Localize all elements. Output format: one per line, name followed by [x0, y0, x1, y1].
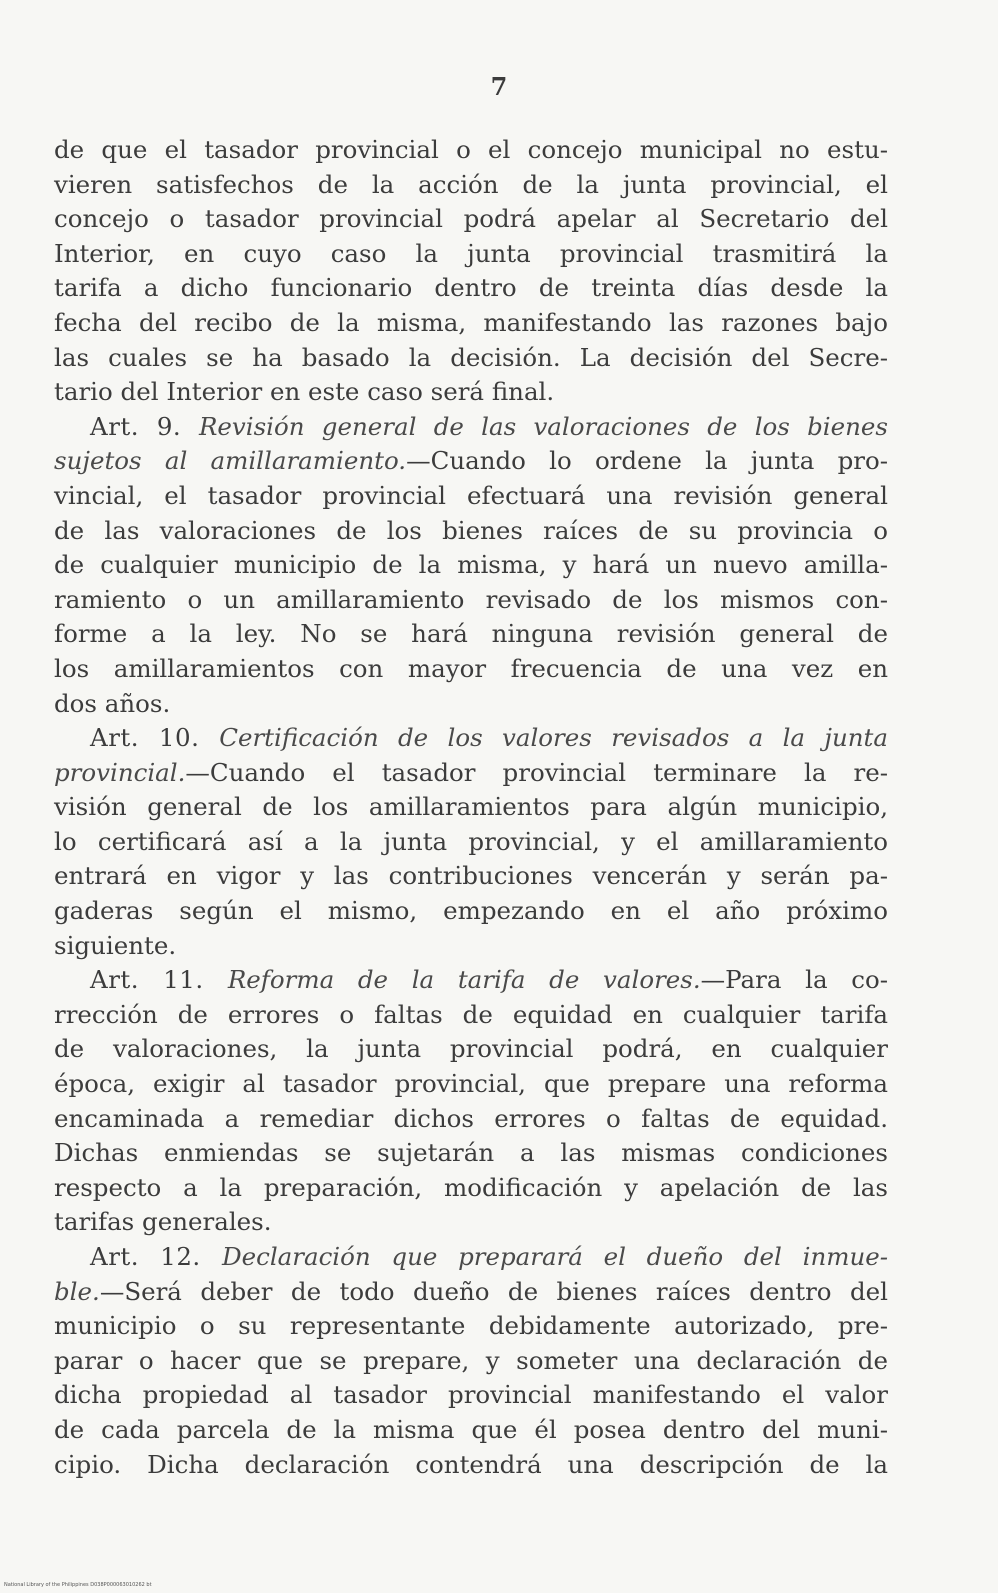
text-span: dos años. — [54, 688, 171, 718]
article-heading: provincial. — [54, 757, 186, 787]
text-line — [54, 1413, 888, 1448]
text-span: de cualquier municipio de la misma, y hará un nuevo amilla- — [54, 550, 888, 580]
text-span: Dichas enmiendas se sujetarán a las mismas condiciones — [54, 1138, 888, 1168]
article-heading: sujetos al amillaramiento. — [54, 446, 407, 476]
text-line — [54, 1032, 888, 1067]
text-span: los amillaramientos con mayor frecuencia de una vez en — [54, 653, 888, 683]
text-line — [54, 894, 888, 929]
text-span: —Será deber de todo dueño de bienes raíces dentro del — [99, 1276, 888, 1306]
text-line — [54, 168, 888, 203]
text-span: de cada parcela de la misma que él posea dentro del muni- — [54, 1414, 888, 1444]
text-span: de las valoraciones de los bienes raíces de su provincia o — [54, 515, 888, 545]
text-span: tarifa a dicho funcionario dentro de treinta días desde la — [54, 273, 888, 303]
text-line — [54, 721, 888, 756]
text-line — [54, 963, 888, 998]
text-span: dicha propiedad al tasador provincial manifestando el valor — [54, 1380, 888, 1410]
text-line — [54, 756, 888, 791]
article-number: Art. 12. — [90, 1242, 222, 1271]
article-number: Art. 10. — [90, 723, 220, 753]
text-line — [54, 998, 888, 1033]
text-line — [54, 1344, 888, 1379]
text-span: —Para la co- — [700, 965, 889, 995]
text-line — [54, 1448, 888, 1483]
text-span: época, exigir al tasador provincial, que prepare una reforma — [54, 1069, 888, 1099]
footer-archive-label: National Library of the Philippines D038P000063010262 bt — [4, 1582, 152, 1588]
text-span: concejo o tasador provincial podrá apelar al Secretario del — [54, 204, 888, 234]
text-span: rrección de errores o faltas de equidad en cualquier tarifa — [54, 999, 888, 1029]
text-line — [54, 410, 888, 445]
text-span: vincial, el tasador provincial efectuará una revisión general — [54, 480, 888, 510]
text-line — [54, 375, 888, 410]
text-line — [54, 514, 888, 549]
article-heading: Certificación de los valores revisados a la junta — [219, 723, 889, 753]
text-line — [54, 306, 888, 341]
text-line — [54, 341, 888, 376]
text-line — [54, 859, 888, 894]
text-line — [54, 271, 888, 306]
text-line — [54, 583, 888, 618]
text-span: respecto a la preparación, modificación y apelación de las — [54, 1172, 888, 1202]
text-line — [54, 1205, 888, 1240]
text-span: siguiente. — [54, 930, 177, 960]
text-span: forme a la ley. No se hará ninguna revisión general de — [54, 619, 888, 649]
text-line — [54, 548, 888, 583]
text-line — [54, 929, 888, 964]
text-span: —Cuando lo ordene la junta pro- — [406, 446, 888, 476]
text-line — [54, 1102, 888, 1137]
text-line — [54, 479, 888, 514]
body-text — [54, 133, 888, 1482]
text-span: vieren satisfechos de la acción de la junta provincial, el — [54, 169, 888, 199]
text-span: cipio. Dicha declaración contendrá una descripción de la — [54, 1449, 888, 1479]
text-span: de que el tasador provincial o el concejo municipal no estu- — [54, 135, 888, 164]
text-line — [54, 825, 888, 860]
text-span: las cuales se ha basado la decisión. La decisión del Secre- — [54, 342, 888, 372]
text-span: de valoraciones, la junta provincial podrá, en cualquier — [54, 1034, 888, 1064]
text-line — [54, 687, 888, 722]
text-span: —Cuando el tasador provincial terminare la re- — [185, 757, 888, 787]
text-line — [54, 617, 888, 652]
text-span: parar o hacer que se prepare, y someter una declaración de — [54, 1345, 888, 1375]
article-heading: Revisión general de las valoraciones de los bienes — [198, 411, 888, 441]
text-line — [54, 202, 888, 237]
text-line — [54, 1067, 888, 1102]
text-span: tarifas generales. — [54, 1207, 272, 1237]
text-line — [54, 133, 888, 168]
text-span: gaderas según el mismo, empezando en el año próximo — [54, 896, 888, 926]
text-line — [54, 652, 888, 687]
text-line — [54, 237, 888, 272]
text-line — [54, 444, 888, 479]
text-line — [54, 1136, 888, 1171]
text-span: visión general de los amillaramientos para algún municipio, — [54, 792, 888, 822]
article-number: Art. 9. — [90, 411, 199, 441]
text-line — [54, 1378, 888, 1413]
text-span: ramiento o un amillaramiento revisado de los mismos con- — [54, 584, 888, 614]
text-span: fecha del recibo de la misma, manifestando las razones bajo — [54, 307, 888, 337]
text-span: municipio o su representante debidamente autorizado, pre- — [54, 1311, 888, 1341]
text-span: entrará en vigor y las contribuciones vencerán y serán pa- — [54, 861, 888, 891]
article-heading: Declaración que preparará el dueño del inmue- — [221, 1242, 889, 1271]
article-heading: ble. — [54, 1276, 100, 1306]
text-line — [54, 1240, 888, 1275]
text-span: encaminada a remediar dichos errores o faltas de equidad. — [54, 1103, 888, 1133]
text-span: lo certificará así a la junta provincial, y el amillaramiento — [54, 826, 888, 856]
text-line — [54, 1309, 888, 1344]
text-line — [54, 1275, 888, 1310]
text-span: tario del Interior en este caso será final. — [54, 377, 555, 407]
text-span: Interior, en cuyo caso la junta provincial trasmitirá la — [54, 238, 888, 268]
text-line — [54, 790, 888, 825]
article-number: Art. 11. — [90, 965, 228, 995]
text-line — [54, 1171, 888, 1206]
page-number: 7 — [490, 72, 508, 101]
article-heading: Reforma de la tarifa de valores. — [227, 965, 701, 995]
